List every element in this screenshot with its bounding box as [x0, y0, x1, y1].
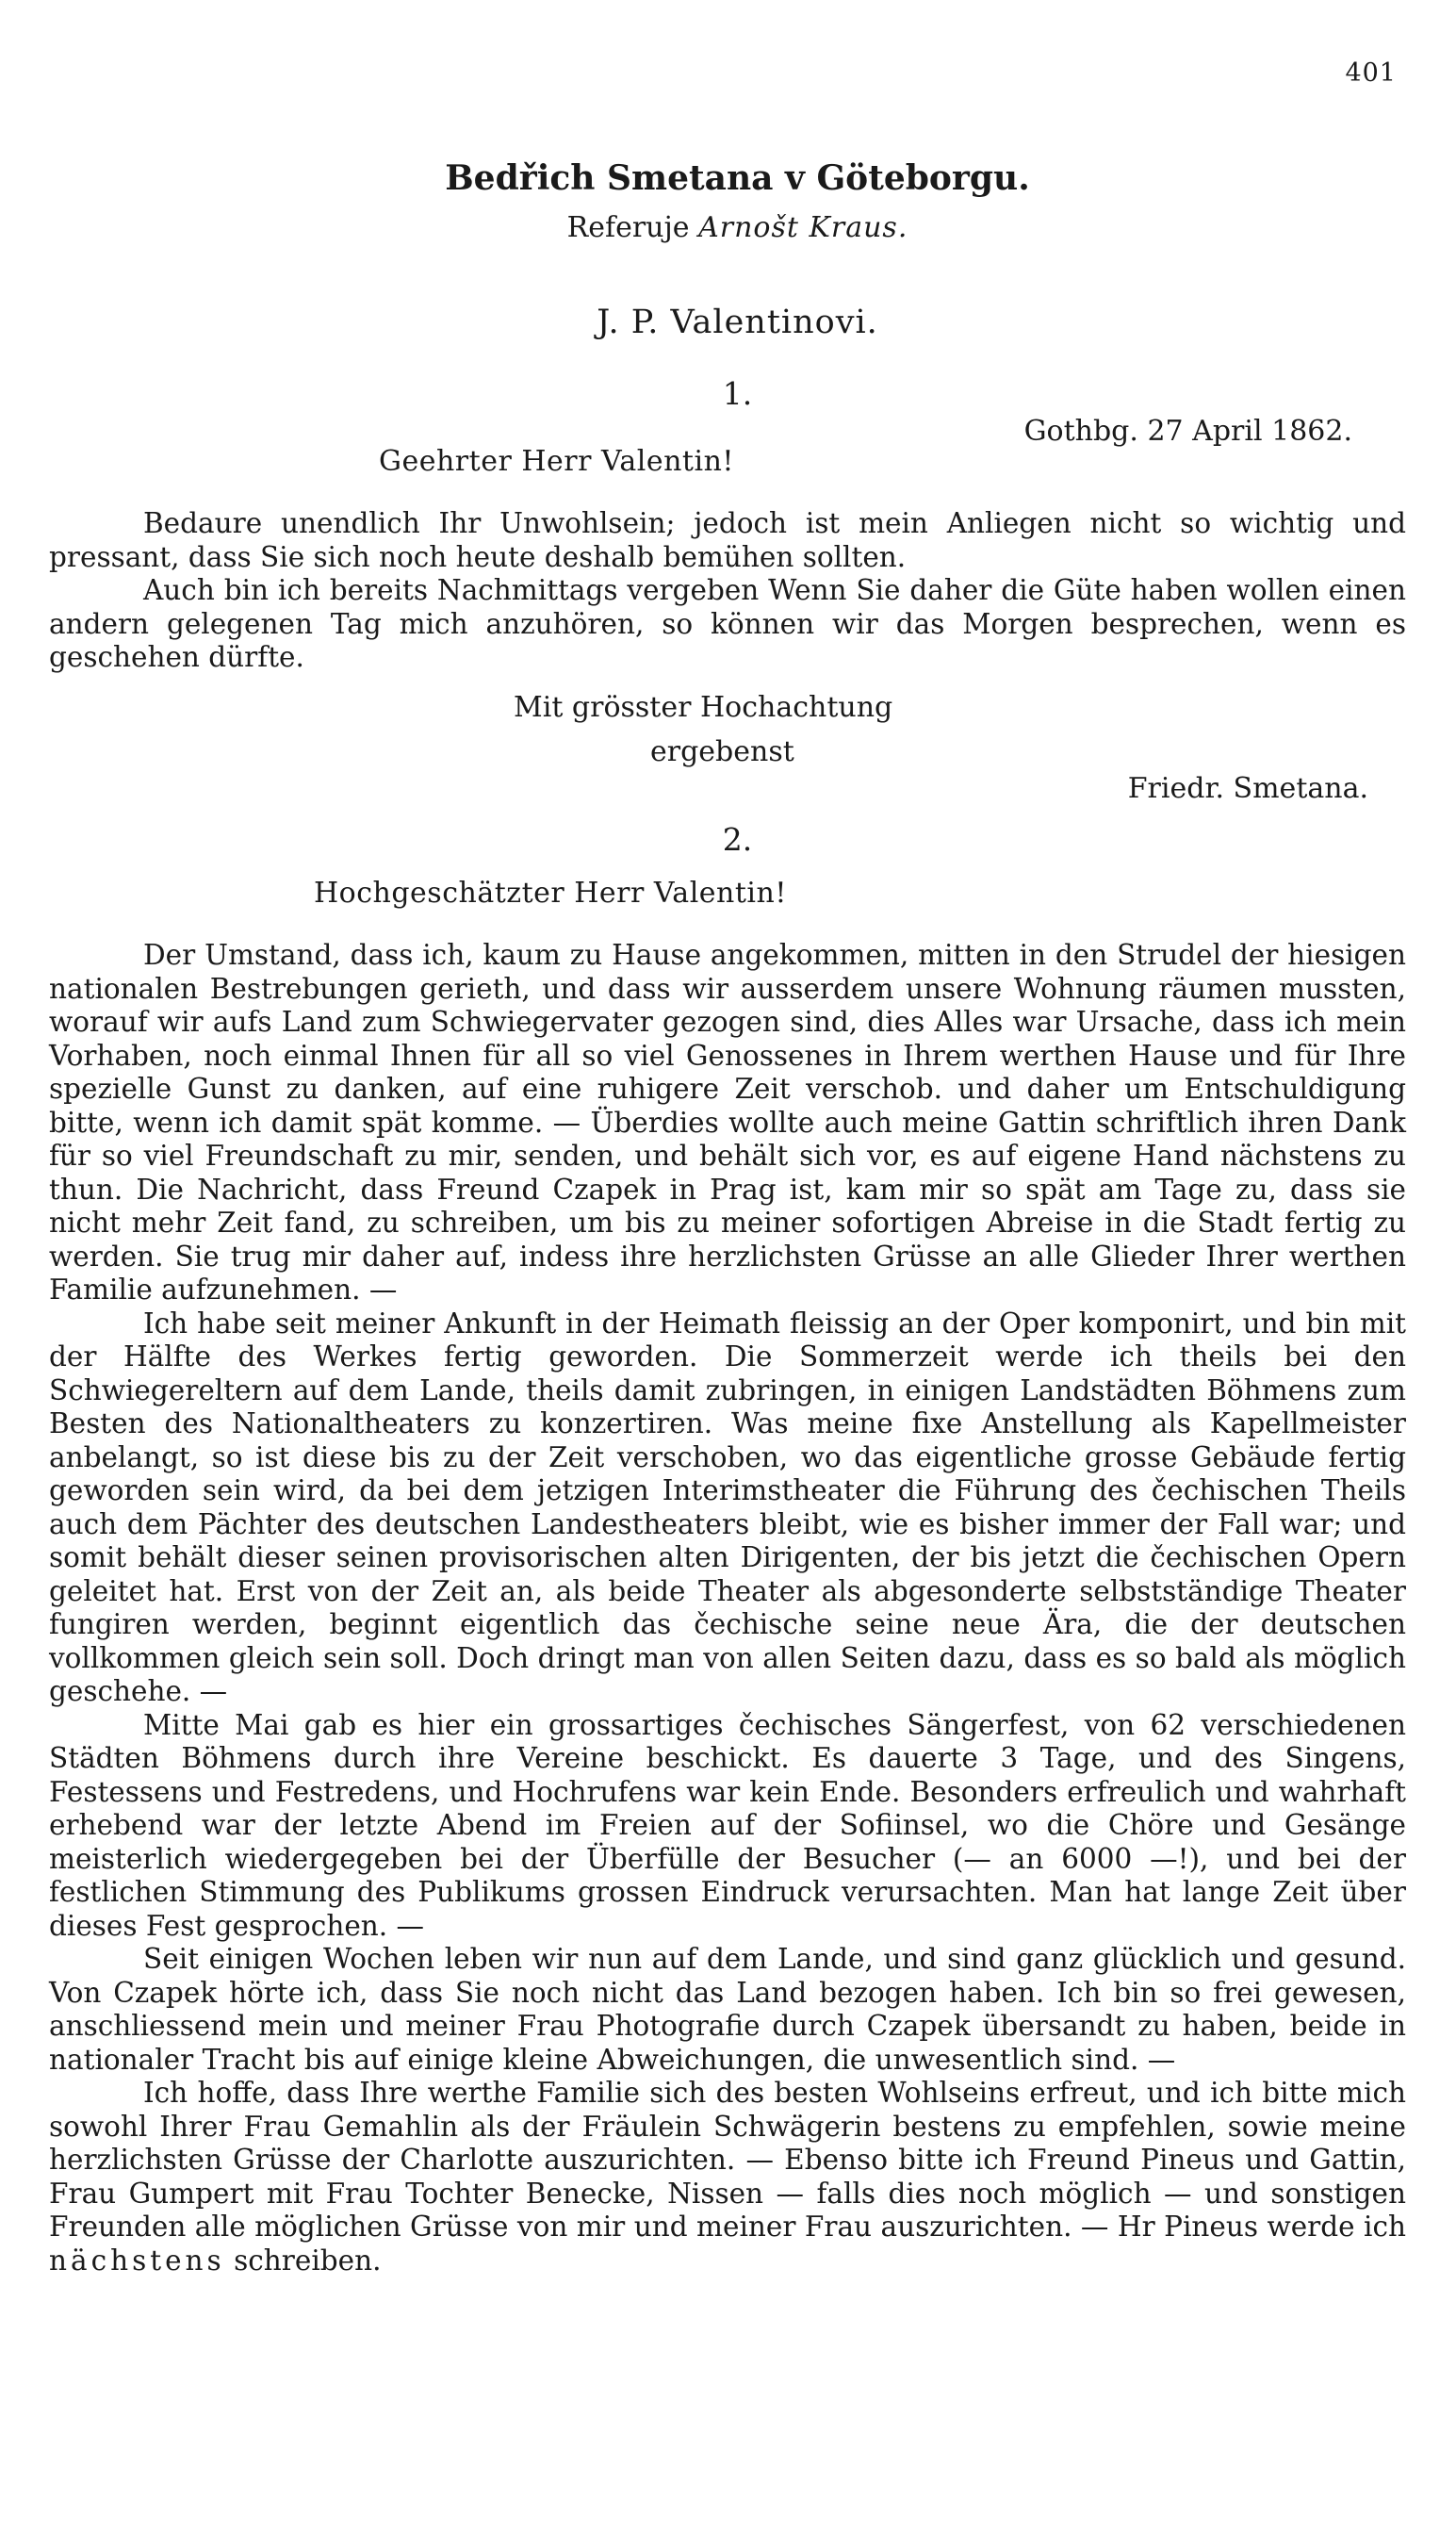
letter-2-paragraph: Seit einigen Wochen leben wir nun auf dem Lande, und sind ganz glücklich und gesund. Von Czapek hörte ich, dass Sie noch nicht das Land bezogen haben. Ich bin so frei gewesen, anschliessend mein und meiner Frau Photografie durch Czapek übersandt zu haben, beide in nationaler Tracht bis auf einige kleine Abweichungen, die unwesentlich sind. —: [49, 1943, 1406, 2076]
byline: [0, 211, 1456, 244]
letter-2-paragraph: Der Umstand, dass ich, kaum zu Hause angekommen, mitten in den Strudel der hiesigen nationalen Bestrebungen gerieth, und dass wir ausserdem unsere Wohnung räumen mussten, worauf wir aufs Land zum Schwiegervater gezogen sind, dies Alles war Ursache, dass ich mein Vorhaben, noch einmal Ihnen für all so viel Genossenes in Ihrem werthen Hause und für Ihre spezielle Gunst zu danken, auf eine ruhigere Zeit verschob. und daher um Entschuldigung bitte, wenn ich damit spät komme. — Überdies wollte auch meine Gattin schriftlich ihren Dank für so viel Freundschaft zu mir, senden, und behält sich vor, es auf eigene Hand nächstens zu thun. Die Nachricht, dass Freund Czapek in Prag ist, kam mir so spät am Tage zu, dass sie nicht mehr Zeit fand, zu schreiben, um bis zu meiner sofortigen Abreise in die Stadt fertig zu werden. Sie trug mir daher auf, indess ihre herzlichsten Grüsse an alle Glieder Ihrer werthen Familie aufzunehmen. —: [49, 939, 1406, 1306]
final-spaced-word: nächstens: [49, 2244, 225, 2277]
final-paragraph-text: Ich hoffe, dass Ihre werthe Familie sich des besten Wohlseins erfreut, und ich bitte mich sowohl Ihrer Frau Gemahlin als der Fräulein Schwägerin bestens zu empfehlen, sowie meine herzlichsten Grüsse der Charlotte auszurichten. — Ebenso bitte ich Freund Pineus und Gattin, Frau Gumpert mit Frau Tochter Benecke, Nissen — falls dies noch möglich — und sonstigen Freunden alle möglichen Grüsse von mir und meiner Frau auszurichten. — Hr Pineus werde ich: [49, 2077, 1406, 2243]
letter-1-closing-ergebenst: ergebenst: [650, 735, 794, 768]
letter-2-number: 2.: [722, 821, 753, 858]
article-title: Bedřich Smetana v Göteborgu.: [445, 158, 1030, 198]
letter-2-body: [49, 939, 1406, 2277]
recipient-heading: J. P. Valentinovi.: [597, 304, 878, 341]
letter-1-paragraph: Auch bin ich bereits Nachmittags vergeben Wenn Sie daher die Güte haben wollen einen andern gelegenen Tag mich anzuhören, so können wir das Morgen besprechen, wenn es geschehen dürfte.: [49, 574, 1406, 673]
letter-1-number: 1.: [722, 375, 753, 412]
letter-1-signature: Friedr. Smetana.: [1127, 772, 1368, 805]
letter-1-salutation: Geehrter Herr Valentin!: [379, 445, 734, 478]
byline-author: Arnošt Kraus.: [698, 211, 908, 244]
final-tail: schreiben.: [234, 2244, 382, 2277]
letter-1-closing: Mit grösster Hochachtung: [514, 691, 893, 724]
letter-2-paragraph: Mitte Mai gab es hier ein grossartiges čechisches Sängerfest, von 62 verschiedenen Städten Böhmens durch ihre Vereine beschickt. Es dauerte 3 Tage, und des Singens, Festessens und Festredens, und Hochrufens war kein Ende. Besonders erfreulich und wahrhaft erhebend war der letzte Abend im Freien auf der Sofiinsel, wo die Chöre und Gesänge meisterlich wiedergegeben bei der Überfülle der Besucher (— an 6000 —!), und bei der festlichen Stimmung des Publikums grossen Eindruck verursachten. Man hat lange Zeit über dieses Fest gesprochen. —: [49, 1708, 1406, 1942]
letter-1-paragraph: Bedaure unendlich Ihr Unwohlsein; jedoch ist mein Anliegen nicht so wichtig und pressant, dass Sie sich noch heute deshalb bemühen sollten.: [49, 507, 1406, 573]
letter-2-salutation: Hochgeschätzter Herr Valentin!: [314, 877, 787, 910]
letter-1-body: [49, 507, 1406, 675]
letter-2-paragraph: Ich habe seit meiner Ankunft in der Heimath fleissig an der Oper komponirt, und bin mit der Hälfte des Werkes fertig geworden. Die Sommerzeit werde ich theils bei den Schwiegereltern auf dem Lande, theils damit zubringen, in einigen Landstädten Böhmens zum Besten des Nationaltheaters zu konzertiren. Was meine fixe Anstellung als Kapellmeister anbelangt, so ist diese bis zu der Zeit verschoben, wo das eigentliche grosse Gebäude fertig geworden sein wird, da bei dem jetzigen Interimstheater die Führung des čechischen Theils auch dem Pächter des deutschen Landestheaters bleibt, wie es bisher immer der Fall war; und somit behält dieser seinen provisorischen alten Dirigenten, der bis jetzt die čechischen Opern geleitet hat. Erst von der Zeit an, als beide Theater als abgesonderte selbstständige Theater fungiren werden, beginnt eigentlich das čechische seine neue Ära, die der deutschen vollkommen gleich sein soll. Doch dringt man von allen Seiten dazu, dass es so bald als möglich geschehe. —: [49, 1307, 1406, 1707]
page-number: 401: [1345, 58, 1397, 88]
letter-1-dateline: Gothbg. 27 April 1862.: [1023, 415, 1352, 448]
letter-2-final-paragraph: [49, 2077, 1406, 2277]
byline-prefix: Referuje: [566, 211, 690, 244]
